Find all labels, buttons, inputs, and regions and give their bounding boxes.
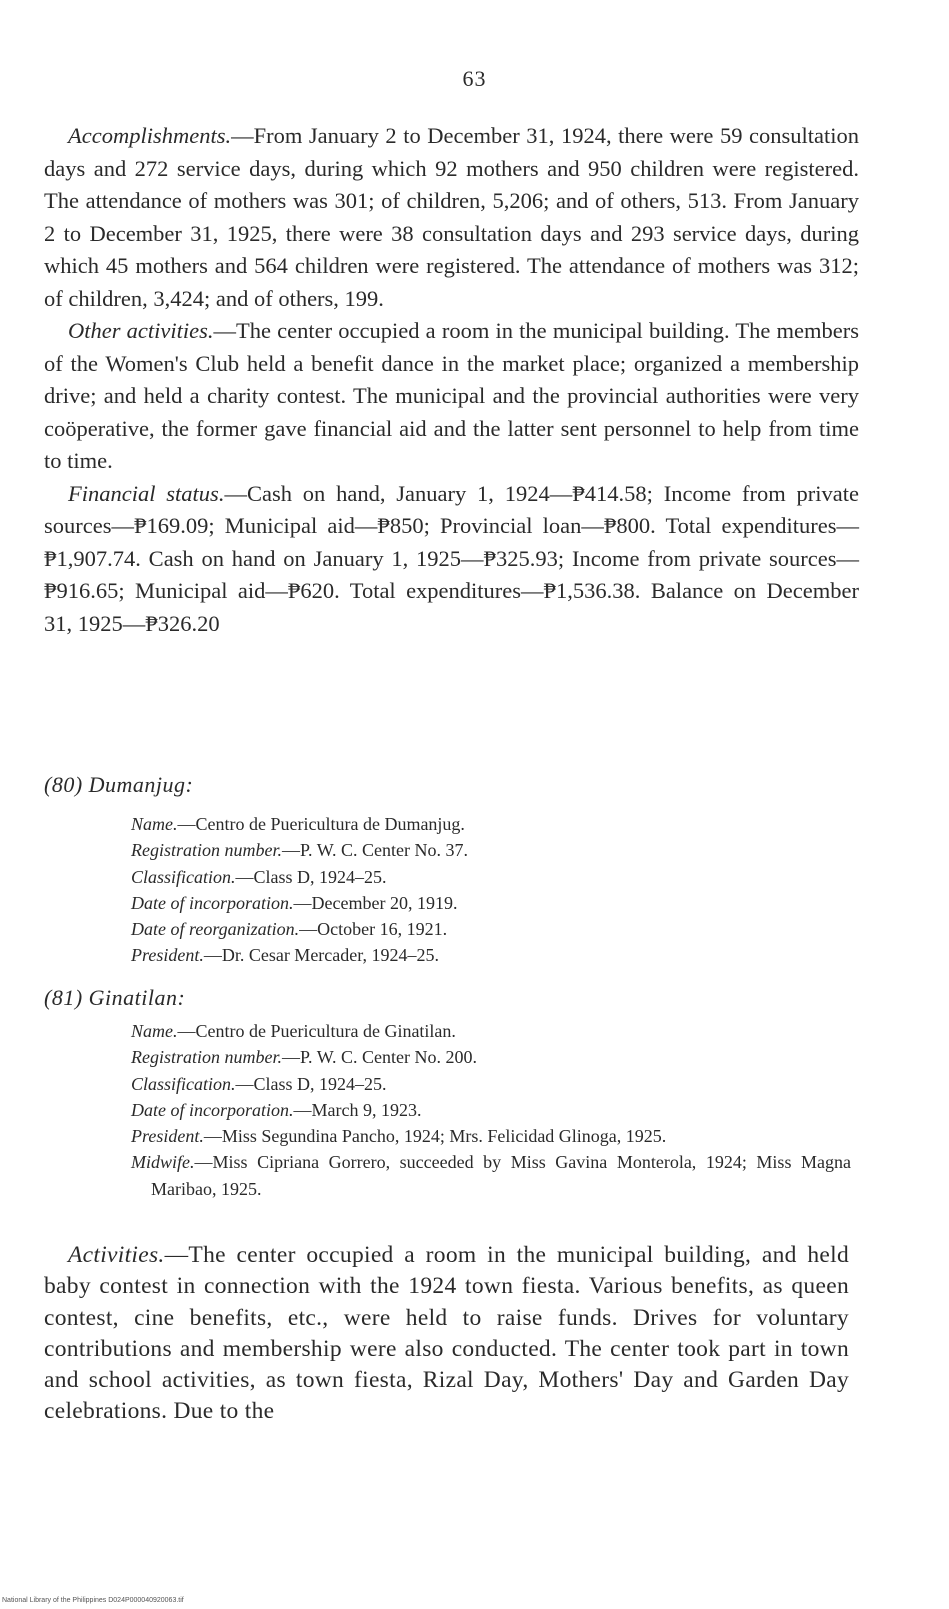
entry-value: —P. W. C. Center No. 200. xyxy=(282,1047,478,1068)
bottom-text-block xyxy=(44,1240,849,1428)
entry-item xyxy=(131,1149,851,1202)
paragraph-lead: Accomplishments. xyxy=(68,123,232,148)
paragraph-lead: Activities. xyxy=(68,1242,165,1268)
section-heading-ginatilan: (81) Ginatilan: xyxy=(44,985,186,1010)
entry-label: President. xyxy=(131,945,204,966)
entry-label: Date of incorporation. xyxy=(131,892,294,913)
entry-label: Registration number. xyxy=(131,840,282,861)
entry-item xyxy=(131,811,851,837)
entry-value: —Dr. Cesar Mercader, 1924–25. xyxy=(203,945,440,966)
paragraph-lead: Other activities. xyxy=(68,318,214,343)
entry-value: —Miss Segundina Pancho, 1924; Mrs. Felicidad Glinoga, 1925. xyxy=(203,1126,667,1147)
entry-item xyxy=(131,1044,851,1070)
entry-value: —March 9, 1923. xyxy=(293,1099,422,1120)
ginatilan-entry-list xyxy=(131,1018,851,1202)
entry-item xyxy=(131,1097,851,1123)
top-text-block xyxy=(44,120,859,640)
entry-item xyxy=(131,837,851,863)
entry-value: —Class D, 1924–25. xyxy=(235,1073,387,1094)
entry-item xyxy=(131,1123,851,1149)
entry-value: —October 16, 1921. xyxy=(299,919,448,940)
entry-item xyxy=(131,864,851,890)
entry-label: Midwife. xyxy=(131,1152,195,1173)
financial-status-paragraph xyxy=(44,478,859,641)
entry-label: Name. xyxy=(131,1021,178,1041)
entry-label: President. xyxy=(131,1126,204,1147)
entry-value: —P. W. C. Center No. 37. xyxy=(282,840,469,861)
scan-credit-footer: National Library of the Philippines D024P000040920063.tif xyxy=(2,1597,184,1604)
paragraph-text: —Cash on hand, January 1, 1924—₱414.58; Income from private sources—₱169.09; Municipal aid—₱850; Provincial loan—₱800. Total expenditures—₱1,907.74. Cash on hand on January 1, 1925—₱325.93; Income from private sources—₱916.65; Municipal aid—₱620. Total expenditures—₱1,536.38. Balance on December 31, 1925—₱326.20 xyxy=(44,480,860,636)
other-activities-paragraph xyxy=(44,315,859,478)
dumanjug-entry-list xyxy=(131,811,851,969)
entry-label: Classification. xyxy=(131,1073,236,1094)
entry-item xyxy=(131,1071,851,1097)
paragraph-lead: Financial status. xyxy=(68,480,225,506)
entry-label: Date of reorganization. xyxy=(131,919,300,940)
page-number: 63 xyxy=(462,66,487,91)
entry-item xyxy=(131,942,851,968)
entry-value: —Centro de Puericultura de Ginatilan. xyxy=(177,1021,456,1041)
entry-item xyxy=(131,890,851,916)
paragraph-text: —From January 2 to December 31, 1924, there were 59 consultation days and 272 service days, during which 92 mothers and 950 children were registered. The attendance of mothers was 301; of children, 5,206; and of others, 513. From January 2 to December 31, 1925, there were 38 consultation days and 293 service days, during which 45 mothers and 564 children were registered. The attendance of mothers was 312; of children, 3,424; and of others, 199. xyxy=(44,123,859,311)
entry-label: Classification. xyxy=(131,866,236,887)
entry-item xyxy=(131,916,851,942)
section-heading-dumanjug: (80) Dumanjug: xyxy=(44,772,194,797)
paragraph-text: —The center occupied a room in the municipal building, and held baby contest in connection with the 1924 town fiesta. Various benefits, as queen contest, cine benefits, etc., were held to raise funds. Drives for voluntary contributions and membership were also conducted. The center took part in town and school activities, as town fiesta, Rizal Day, Mothers' Day and Garden Day celebrations. Due to the xyxy=(44,1242,849,1425)
entry-value: —Miss Cipriana Gorrero, succeeded by Miss Gavina Monterola, 1924; Miss Magna Maribao, 1925. xyxy=(151,1152,851,1199)
entry-value: —December 20, 1919. xyxy=(293,892,458,913)
entry-item xyxy=(131,1018,851,1044)
accomplishments-paragraph xyxy=(44,120,859,315)
entry-value: —Class D, 1924–25. xyxy=(235,866,387,887)
paragraph-text: —The center occupied a room in the municipal building. The members of the Women's Club held a benefit dance in the market place; organized a membership drive; and held a charity contest. The municipal and the provincial authorities were very coöperative, the former gave financial aid and the latter sent personnel to help from time to time. xyxy=(44,318,859,473)
activities-paragraph xyxy=(44,1240,849,1428)
entry-value: —Centro de Puericultura de Dumanjug. xyxy=(177,814,465,834)
entry-label: Name. xyxy=(131,814,178,834)
entry-label: Registration number. xyxy=(131,1047,282,1068)
entry-label: Date of incorporation. xyxy=(131,1099,294,1120)
